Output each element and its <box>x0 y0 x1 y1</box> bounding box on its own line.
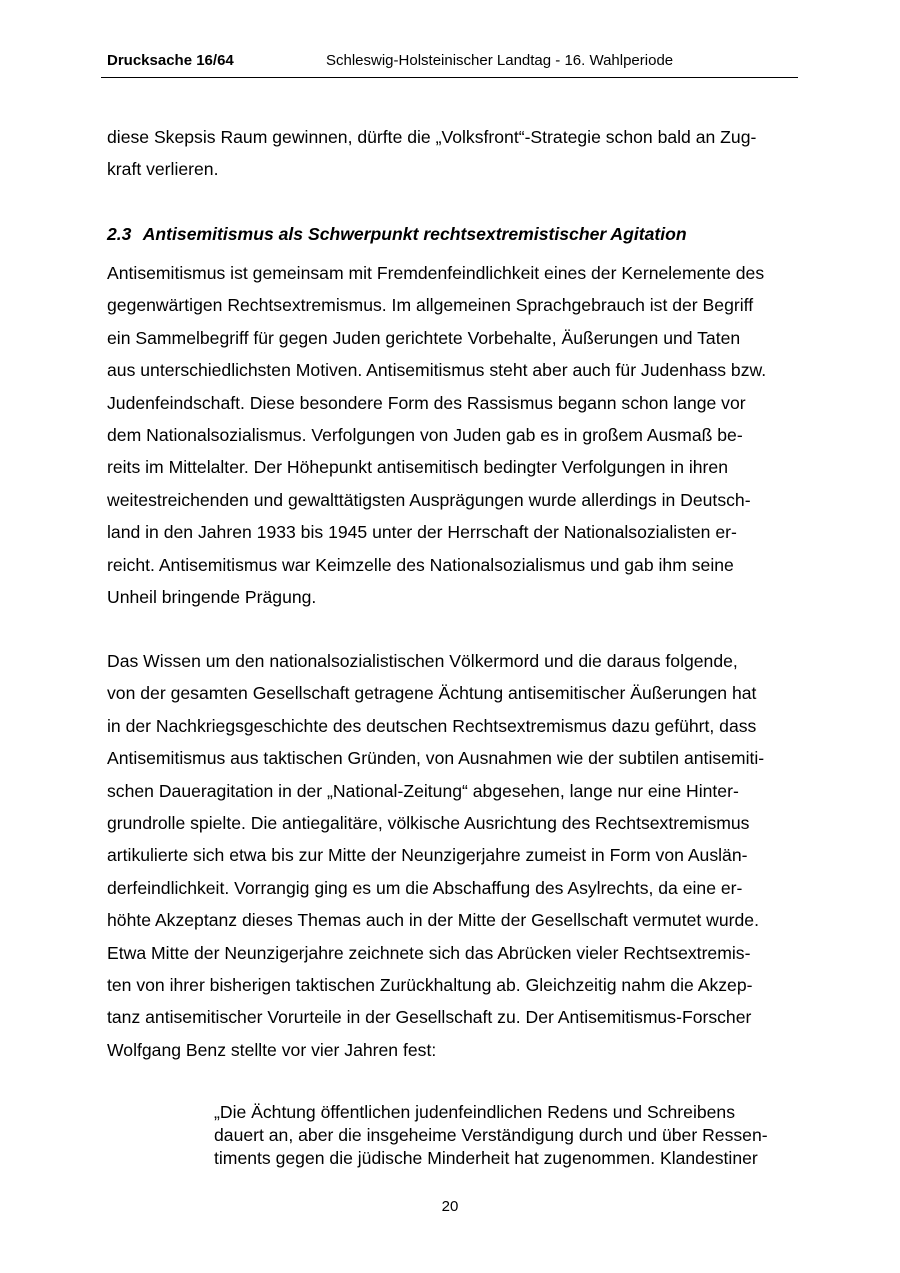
text-line: weitestreichenden und gewalttätigsten Ausprägungen wurde allerdings in Deutsch- <box>107 489 751 510</box>
block-quote <box>214 1101 804 1169</box>
section-number: 2.3 <box>107 224 132 244</box>
paragraph-1 <box>107 257 807 613</box>
text-line: ein Sammelbegriff für gegen Juden gerichtete Vorbehalte, Äußerungen und Taten <box>107 327 741 348</box>
text-line: kraft verlieren. <box>107 159 219 180</box>
text-line: tanz antisemitischer Vorurteile in der Gesellschaft zu. Der Antisemitismus-Forscher <box>107 1007 752 1028</box>
text-line: aus unterschiedlichsten Motiven. Antisemitismus steht aber auch für Judenhass bzw. <box>107 360 767 381</box>
text-line: Etwa Mitte der Neunzigerjahre zeichnete sich das Abrücken vieler Rechtsextremis- <box>107 942 751 963</box>
text-line: Judenfeindschaft. Diese besondere Form des Rassismus begann schon lange vor <box>107 392 746 413</box>
text-line: derfeindlichkeit. Vorrangig ging es um die Abschaffung des Asylrechts, da eine er- <box>107 877 743 898</box>
text-line: land in den Jahren 1933 bis 1945 unter der Herrschaft der Nationalsozialisten er- <box>107 522 737 543</box>
text-line: grundrolle spielte. Die antiegalitäre, völkische Ausrichtung des Rechtsextremismus <box>107 813 750 834</box>
text-line: Unheil bringende Prägung. <box>107 587 317 608</box>
text-line: artikulierte sich etwa bis zur Mitte der Neunzigerjahre zumeist in Form von Auslän- <box>107 845 748 866</box>
text-line: ten von ihrer bisherigen taktischen Zurückhaltung ab. Gleichzeitig nahm die Akzep- <box>107 975 753 996</box>
quote-line: timents gegen die jüdische Minderheit hat zugenommen. Klandestiner <box>214 1147 758 1168</box>
page-header <box>101 52 798 78</box>
text-line: gegenwärtigen Rechtsextremismus. Im allgemeinen Sprachgebrauch ist der Begriff <box>107 295 754 316</box>
page-number: 20 <box>441 1198 459 1215</box>
text-line: diese Skepsis Raum gewinnen, dürfte die „Volksfront“-Strategie schon bald an Zug- <box>107 127 757 147</box>
text-line: von der gesamten Gesellschaft getragene Ächtung antisemitischer Äußerungen hat <box>107 683 757 704</box>
intro-paragraph <box>107 121 807 186</box>
section-heading <box>107 220 687 248</box>
text-line: Antisemitismus aus taktischen Gründen, von Ausnahmen wie der subtilen antisemiti- <box>107 748 765 769</box>
text-line: schen Daueragitation in der „National-Zeitung“ abgesehen, lange nur eine Hinter- <box>107 780 739 801</box>
text-line: Das Wissen um den nationalsozialistischen Völkermord und die daraus folgende, <box>107 651 738 671</box>
section-title: Antisemitismus als Schwerpunkt rechtsextremistischer Agitation <box>142 224 687 244</box>
document-id: Drucksache 16/64 <box>107 52 234 69</box>
text-line: Antisemitismus ist gemeinsam mit Fremdenfeindlichkeit eines der Kernelemente des <box>107 263 765 283</box>
header-title: Schleswig-Holsteinischer Landtag - 16. Wahlperiode <box>326 52 674 69</box>
quote-line: „Die Ächtung öffentlichen judenfeindlichen Redens und Schreibens <box>214 1102 735 1122</box>
text-line: in der Nachkriegsgeschichte des deutschen Rechtsextremismus dazu geführt, dass <box>107 715 757 736</box>
text-line: reicht. Antisemitismus war Keimzelle des Nationalsozialismus und gab ihm seine <box>107 554 734 575</box>
paragraph-2 <box>107 645 807 1066</box>
text-line: dem Nationalsozialismus. Verfolgungen von Juden gab es in großem Ausmaß be- <box>107 425 743 446</box>
text-line: reits im Mittelalter. Der Höhepunkt antisemitisch bedingter Verfolgungen in ihren <box>107 457 728 478</box>
quote-line: dauert an, aber die insgeheime Verständigung durch und über Ressen- <box>214 1124 768 1145</box>
text-line: Wolfgang Benz stellte vor vier Jahren fest: <box>107 1039 437 1060</box>
text-line: höhte Akzeptanz dieses Themas auch in der Mitte der Gesellschaft vermutet wurde. <box>107 910 759 931</box>
